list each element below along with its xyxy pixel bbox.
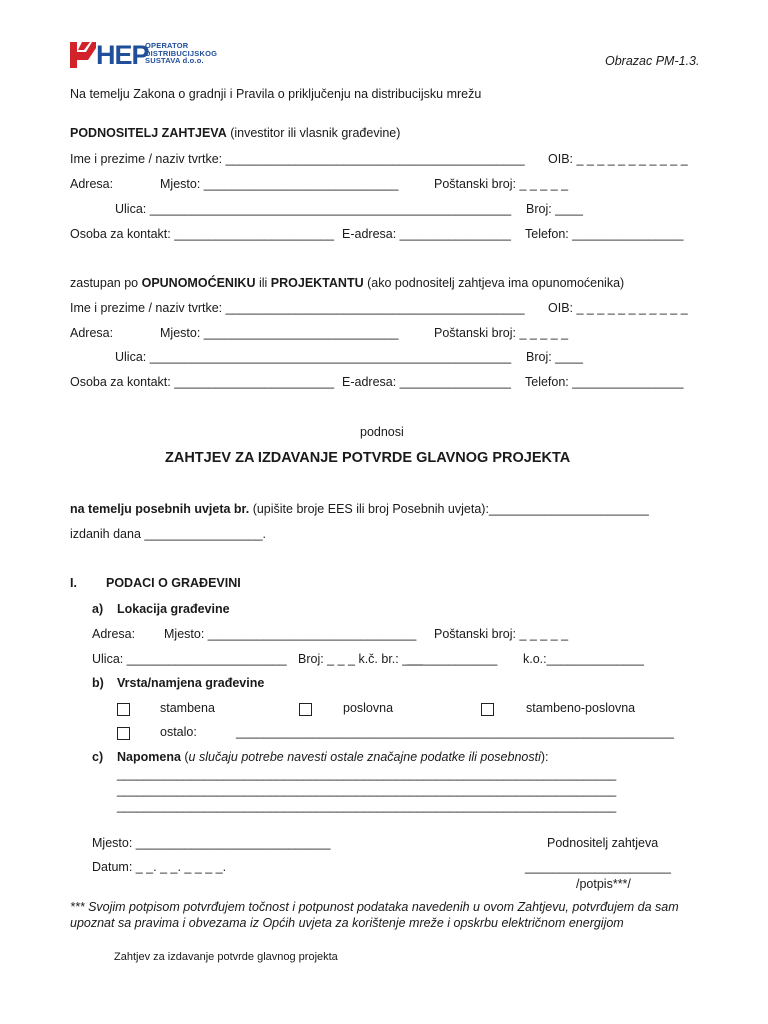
- applicant-signature-label: Podnositelj zahtjeva: [547, 836, 659, 850]
- representative-house-no-field[interactable]: Broj: ____: [526, 350, 583, 364]
- representative-postal-field[interactable]: Poštanski broj: _ _ _ _ _: [434, 326, 569, 340]
- applicant-heading: PODNOSITELJ ZAHTJEVA (investitor ili vlasnik građevine): [70, 126, 401, 140]
- building-postal-field[interactable]: Poštanski broj: _ _ _ _ _: [434, 627, 569, 641]
- option-stambena-label: stambena: [160, 701, 215, 715]
- page-footer: Zahtjev za izdavanje potvrde glavnog projekta: [114, 951, 338, 963]
- applicant-address-label: Adresa:: [70, 177, 114, 191]
- representative-email-field[interactable]: E-adresa: ________________: [342, 375, 511, 389]
- representative-heading: zastupan po OPUNOMOĆENIKU ili PROJEKTANTU (ako podnositelj zahtjeva ima opunomoćenika): [70, 276, 625, 290]
- building-ko-field[interactable]: k.o.:______________: [523, 652, 644, 666]
- building-number-field[interactable]: Broj: _ _ _ k.č. br.: ___: [298, 652, 424, 666]
- building-street-field[interactable]: Ulica: _______________________: [92, 652, 287, 666]
- logo-text: HEP: [96, 40, 149, 70]
- building-city-field[interactable]: Mjesto: ______________________________: [164, 627, 417, 641]
- applicant-contact-field[interactable]: Osoba za kontakt: _______________________: [70, 227, 335, 241]
- checkbox-stambeno-poslovna[interactable]: [481, 703, 494, 716]
- special-conditions-field[interactable]: na temelju posebnih uvjeta br. (upišite broje EES ili broj Posebnih uvjeta):_______________________: [70, 502, 649, 516]
- option-poslovna-label: poslovna: [343, 701, 394, 715]
- checkbox-stambena[interactable]: [117, 703, 130, 716]
- subsection-a-label: a): [92, 602, 104, 616]
- note-line-2[interactable]: ___________________________________________________________________________: [117, 783, 616, 797]
- applicant-house-no-field[interactable]: Broj: ____: [526, 202, 583, 216]
- applicant-name-field[interactable]: Ime i prezime / naziv tvrtke: ___________________________________________: [70, 152, 525, 166]
- issued-date-field[interactable]: izdanih dana _________________.: [70, 527, 267, 541]
- applicant-email-field[interactable]: E-adresa: ________________: [342, 227, 511, 241]
- logo-subtitle: OPERATOR DISTRIBUCIJSKOG SUSTAVA d.o.o.: [145, 41, 218, 65]
- note-line-1[interactable]: ___________________________________________________________________________: [117, 767, 616, 781]
- applicant-city-field[interactable]: Mjesto: ____________________________: [160, 177, 399, 191]
- signature-place-field[interactable]: Mjesto: ____________________________: [92, 836, 331, 850]
- representative-city-field[interactable]: Mjesto: ____________________________: [160, 326, 399, 340]
- hep-logo-mark-icon: [68, 42, 96, 68]
- subsection-a-title: Lokacija građevine: [117, 602, 230, 616]
- building-address-label: Adresa:: [92, 627, 136, 641]
- form-code: Obrazac PM-1.3.: [605, 54, 700, 68]
- submits-text: podnosi: [360, 425, 404, 439]
- footnote: *** Svojim potpisom potvrđujem točnost i potpunost podataka navedenih u ovom Zahtjevu, potvrđujem da sam upoznat sa pravima i obvezama iz Općih uvjeta za korištenje mreže i opskrbu električnom energijom: [70, 900, 679, 930]
- signature-line[interactable]: _____________________: [525, 860, 671, 874]
- legal-basis: Na temelju Zakona o gradnji i Pravila o priključenju na distribucijsku mrežu: [70, 87, 482, 101]
- subsection-b-title: Vrsta/namjena građevine: [117, 676, 265, 690]
- subsection-c-label: c): [92, 750, 104, 764]
- ostalo-field[interactable]: _______________________________________________________________: [236, 725, 674, 739]
- signature-caption: /potpis***/: [576, 877, 631, 891]
- representative-phone-field[interactable]: Telefon: ________________: [525, 375, 684, 389]
- applicant-phone-field[interactable]: Telefon: ________________: [525, 227, 684, 241]
- option-ostalo-label: ostalo:: [160, 725, 197, 739]
- request-title: ZAHTJEV ZA IZDAVANJE POTVRDE GLAVNOG PROJEKTA: [165, 450, 571, 466]
- representative-address-label: Adresa:: [70, 326, 114, 340]
- checkbox-ostalo[interactable]: [117, 727, 130, 740]
- representative-name-field[interactable]: Ime i prezime / naziv tvrtke: ___________________________________________: [70, 301, 525, 315]
- note-line-3[interactable]: ___________________________________________________________________________: [117, 799, 616, 813]
- section-title: PODACI O GRAĐEVINI: [106, 576, 241, 590]
- representative-street-field[interactable]: Ulica: ____________________________________________________: [115, 350, 512, 364]
- subsection-c-title: Napomena (u slučaju potrebe navesti ostale značajne podatke ili posebnosti):: [117, 750, 549, 764]
- applicant-street-field[interactable]: Ulica: ____________________________________________________: [115, 202, 512, 216]
- representative-oib-field[interactable]: OIB: _ _ _ _ _ _ _ _ _ _ _: [548, 301, 688, 315]
- building-kc-field[interactable]: _____________: [407, 652, 498, 666]
- applicant-oib-field[interactable]: OIB: _ _ _ _ _ _ _ _ _ _ _: [548, 152, 688, 166]
- option-stambeno-poslovna-label: stambeno-poslovna: [526, 701, 636, 715]
- checkbox-poslovna[interactable]: [299, 703, 312, 716]
- signature-date-field[interactable]: Datum: _ _. _ _. _ _ _ _.: [92, 860, 227, 874]
- section-number: I.: [70, 576, 77, 590]
- subsection-b-label: b): [92, 676, 104, 690]
- representative-contact-field[interactable]: Osoba za kontakt: _______________________: [70, 375, 335, 389]
- applicant-postal-field[interactable]: Poštanski broj: _ _ _ _ _: [434, 177, 569, 191]
